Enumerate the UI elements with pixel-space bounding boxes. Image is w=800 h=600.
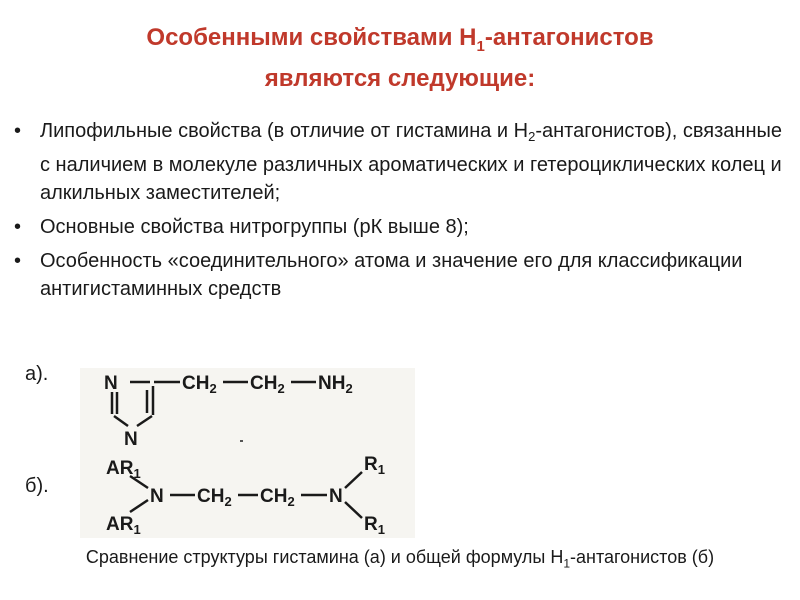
figure-caption: Сравнение структуры гистамина (а) и общей формулы $Н_1$-антагонистов (б): [85, 547, 715, 571]
title-line-2: являются следующие:: [264, 64, 536, 92]
title-line-1: Особенными свойствами $Н_1$-антагонистов: [146, 24, 654, 55]
atom-n-right: N: [329, 486, 343, 507]
group-ar1-bottom: $AR_1$: [106, 514, 141, 537]
speck: [240, 440, 243, 442]
bond: [345, 472, 362, 488]
bond: [345, 502, 362, 518]
bullet-dot: •: [14, 216, 22, 238]
group-ch2-1: $CH_2$: [197, 486, 232, 509]
bond: [130, 500, 148, 512]
group-ch2-2: $CH_2$: [260, 486, 295, 509]
bullet-item-connecting-atom: • Особенность «соединительного» атома и значение его для классификации антигистаминных средств: [14, 247, 784, 303]
group-ch2-2: $CH_2$: [250, 373, 285, 396]
atom-n-left: N: [150, 486, 164, 507]
bond: [137, 416, 152, 426]
bond: [114, 416, 128, 426]
label-b: б).: [25, 475, 49, 497]
label-a: а).: [25, 363, 49, 385]
atom-n-top: N: [104, 373, 118, 394]
group-r1-bottom: $R_1$: [364, 514, 385, 537]
group-ar1-top: $AR_1$: [106, 458, 141, 481]
chemical-structures-figure: [80, 368, 415, 538]
group-ch2-1: $CH_2$: [182, 373, 217, 396]
bullet-dot: •: [14, 250, 22, 272]
group-r1-top: $R_1$: [364, 454, 385, 477]
slide-title: [60, 22, 740, 95]
bullet-list: [14, 117, 784, 309]
bullet-item-lipophilic: • Липофильные свойства (в отличие от гистамина и $Н_2-антагонистов$), связанные с наличием в молекуле различных ароматических и гетероциклических колец и алкильных заместителей;: [14, 117, 784, 207]
atom-n-bottom: N: [124, 429, 138, 450]
formula-b-general: [130, 472, 362, 518]
group-nh2: $NH_2$: [318, 373, 353, 396]
bullet-item-basic-properties: • Основные свойства нитрогруппы (рК выше 8);: [14, 213, 784, 241]
structures-svg: [80, 368, 415, 538]
bullet-dot: •: [14, 120, 22, 142]
